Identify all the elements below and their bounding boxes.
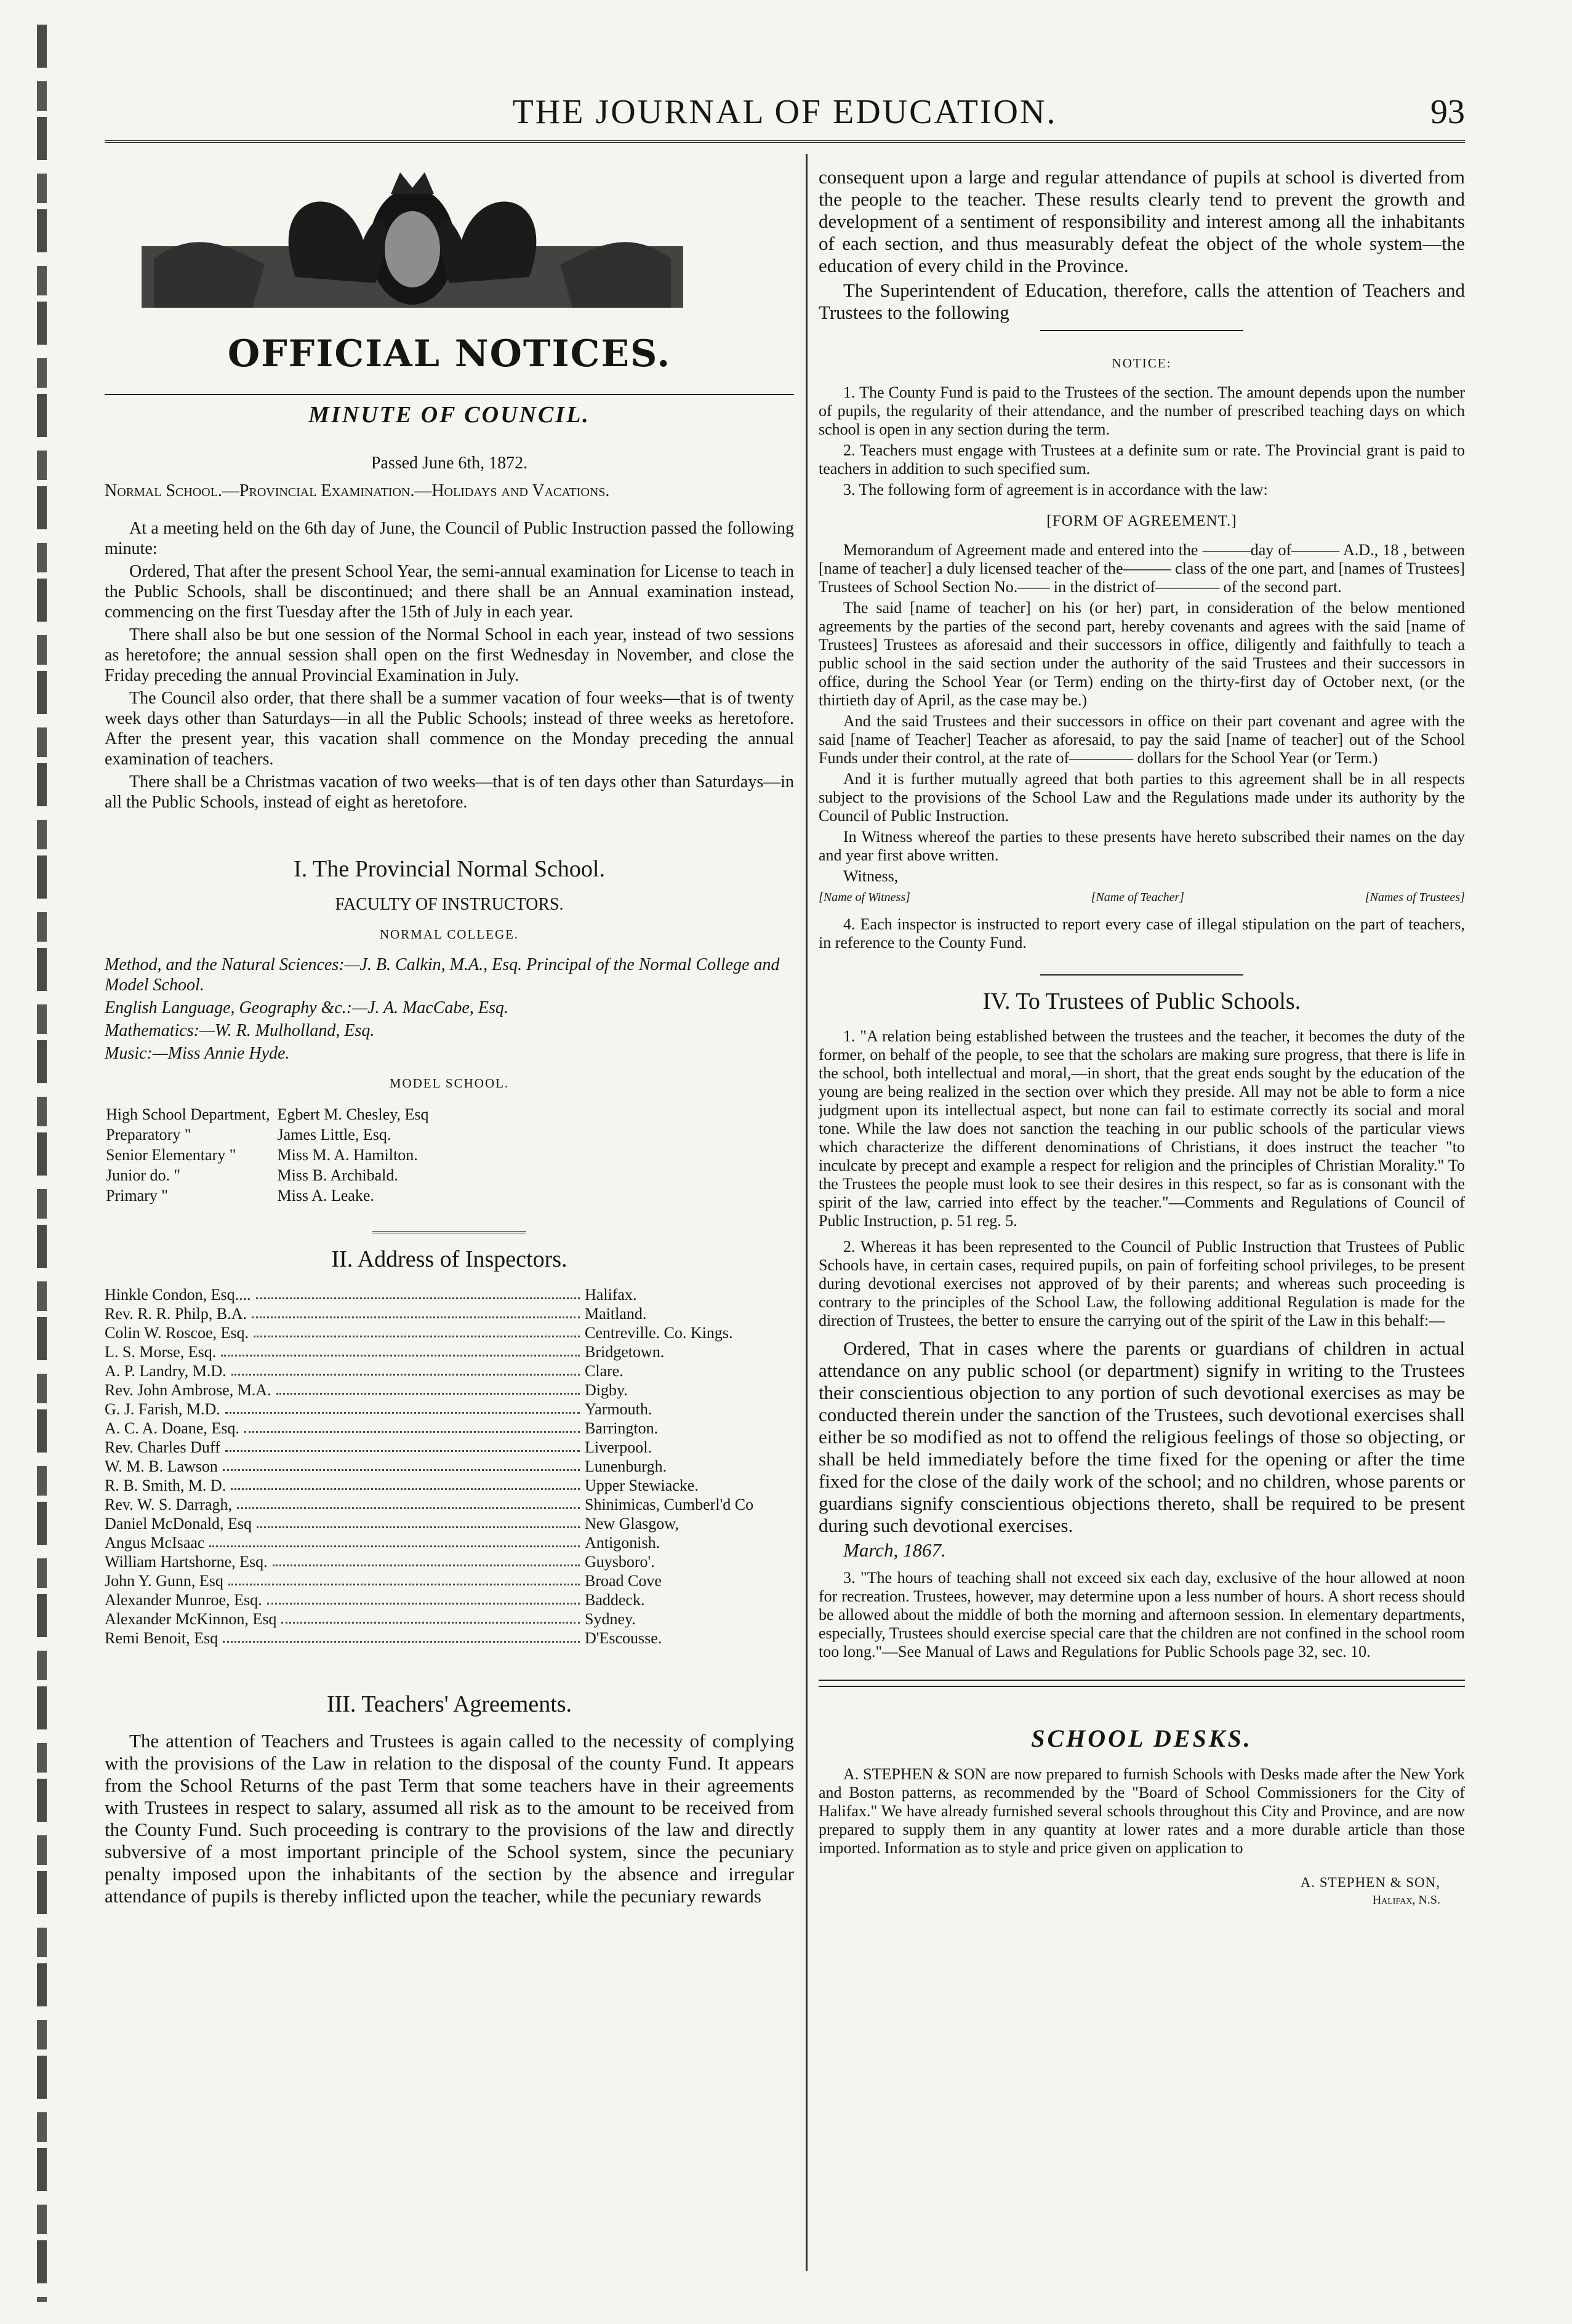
minute-paragraph: The Council also order, that there shall be a summer vacation of four weeks—that is of twenty week days other than Saturdays—in all the Public Schools; instead of three weeks as heretofore. After the present year, this vacation shall commence on the Monday preceding the annual examination of teachers.: [105, 689, 794, 769]
form-paragraph: Memorandum of Agreement made and entered into the ———day of——— A.D., 18 , between [name of teacher] a duly licensed teacher of the——— class of the one part, and [names of Trustees] Trustees of School Section No.—— in the district of———— of the second part.: [819, 541, 1465, 596]
inspector-place: New Glasgow,: [585, 1515, 679, 1533]
inspector-row: [105, 1514, 794, 1533]
inspector-name: Alexander McKinnon, Esq: [105, 1610, 277, 1628]
regulation-date: March, 1867.: [843, 1539, 946, 1561]
staff-row: [106, 1105, 435, 1124]
inspector-name: L. S. Morse, Esq.: [105, 1343, 217, 1361]
minute-paragraph: There shall also be but one session of the Normal School in each year, instead of two sessions as heretofore; the annual session shall open on the first Wednesday in November, and close the Friday preceding the annual Provincial Examination in July.: [105, 625, 794, 685]
dot-leader: [231, 1361, 580, 1376]
ordered-paragraph: Ordered, That in cases where the parents or guardians of children in actual attendance on any public school (or department) signify in writing to the Trustees their conscientious objection to any portion of such devotional exercises as may be conducted therein under the sanction of the Trustees, such devotional exercises shall either be so modified as not to offend the religious feelings of those so objecting, or shall be held immediately before the time fixed for the opening or after the time fixed for the close of the daily work of the school; and no children, whose parents or guardians signify conscientious objections thereto, shall be required to be present during such devotional exercises.: [819, 1337, 1465, 1536]
teachers-agreement-text: [105, 1730, 794, 1907]
form-paragraph: And it is further mutually agreed that both parties to this agreement shall be in all respects subject to the provisions of the School Law and the Regulations made under its authority by the Council of Public Instruction.: [819, 770, 1465, 825]
inspector-row: [105, 1342, 794, 1361]
dot-leader: [237, 1495, 580, 1509]
header-rule: [105, 140, 1465, 143]
dot-leader: [221, 1342, 580, 1356]
inspector-row: [105, 1495, 794, 1514]
department: Preparatory ": [106, 1126, 191, 1144]
school-desks-advertisement: [819, 1765, 1465, 1857]
teacher-name: [Name of Teacher]: [1091, 891, 1185, 904]
official-notices-heading: OFFICIAL NOTICES.: [227, 332, 672, 375]
dot-leader: [231, 1476, 580, 1490]
column-divider: [806, 154, 808, 2271]
model-school-heading: MODEL SCHOOL.: [389, 1076, 510, 1091]
dot-leader: [267, 1590, 580, 1605]
department: High School Department,: [106, 1105, 270, 1123]
form-paragraph: The said [name of teacher] on his (or her) part, in consideration of the below mentioned agreements by the parties of the second part, hereby covenants and agrees with the said [name of Trustees] Trustees as aforesaid and their successors in office, diligently and faithfully to teach a public school in the said section under the authority of the said Trustees and their successors in office, during the School Year (or Term) ending on the thirty-first day of October next, (or the thirtieth day of April, as the case may be.): [819, 599, 1465, 709]
dot-leader: [256, 1285, 580, 1299]
staff-name: Egbert M. Chesley, Esq: [277, 1105, 429, 1123]
dot-leader: [276, 1380, 580, 1395]
inspector-name: William Hartshorne, Esq.: [105, 1553, 268, 1571]
minute-paragraph: Ordered, That after the present School Year, the semi-annual examination for License to teach in the Public Schools, shall be discontinued; and there shall be an Annual examination instead, commencing on the first Tuesday after the 15th of July in each year.: [105, 562, 794, 622]
dot-leader: [223, 1457, 580, 1471]
section-three-heading: III. Teachers' Agreements.: [326, 1691, 572, 1717]
agreement-continuation: [819, 166, 1465, 324]
inspector-place: Barrington.: [585, 1419, 659, 1437]
inspector-row: [105, 1361, 794, 1380]
department: Senior Elementary ": [106, 1146, 236, 1164]
inspector-row: [105, 1609, 794, 1629]
binding-marks: [37, 25, 47, 2302]
inspectors-list: [105, 1285, 794, 1648]
normal-college-heading: NORMAL COLLEGE.: [379, 927, 519, 942]
notice-item: 2. Teachers must engage with Trustees at a definite sum or rate. The Provincial grant is paid to teachers in addition to such specified sum.: [819, 441, 1465, 478]
staff-row: [106, 1145, 435, 1164]
superintendent-call: The Superintendent of Education, therefore, calls the attention of Teachers and Trustees to the following: [819, 279, 1465, 323]
inspector-name: G. J. Farish, M.D.: [105, 1400, 220, 1418]
staff-name: James Little, Esq.: [277, 1126, 391, 1144]
staff-name: Miss B. Archibald.: [277, 1166, 398, 1184]
advertisement-rule: [819, 1680, 1465, 1681]
witness-name: [Name of Witness]: [819, 891, 910, 904]
inspector-place: Shinimicas, Cumberl'd Co: [585, 1496, 754, 1513]
notice-rule: [105, 394, 794, 395]
inspector-name: Rev. W. S. Darragh,: [105, 1496, 233, 1513]
notice-item: 1. The County Fund is paid to the Trustees of the section. The amount depends upon the number of pupils, the regularity of their attendance, and the number of prescribed teaching days on which school is open in any section during the term.: [819, 383, 1465, 438]
inspector-row: [105, 1323, 794, 1342]
inspector-row: [105, 1380, 794, 1400]
staff-entry: Mathematics:—W. R. Mulholland, Esq.: [105, 1021, 375, 1040]
inspector-place: Upper Stewiacke.: [585, 1477, 699, 1494]
department: Junior do. ": [106, 1166, 181, 1184]
advertiser-signature: A. STEPHEN & SON,: [1300, 1875, 1440, 1890]
inspector-name: W. M. B. Lawson: [105, 1457, 218, 1475]
inspector-row: [105, 1629, 794, 1648]
dot-leader: [209, 1533, 580, 1547]
inspector-place: Guysboro'.: [585, 1553, 655, 1571]
inspector-row: [105, 1571, 794, 1590]
inspector-row: [105, 1419, 794, 1438]
inspector-place: Yarmouth.: [585, 1400, 652, 1418]
ordered-text: [819, 1337, 1465, 1561]
inspector-place: Baddeck.: [585, 1591, 645, 1609]
inspector-place: Broad Cove: [585, 1572, 662, 1590]
notice-rule: [1040, 330, 1243, 331]
inspector-name: John Y. Gunn, Esq: [105, 1572, 223, 1590]
inspector-place: Sydney.: [585, 1610, 636, 1628]
minute-paragraph: At a meeting held on the 6th day of June, the Council of Public Instruction passed the following minute:: [105, 519, 794, 558]
dot-leader: [252, 1304, 580, 1318]
advertisement-rule: [819, 1686, 1465, 1687]
dot-leader: [257, 1514, 580, 1528]
royal-crest-illustration: [142, 166, 683, 320]
dot-leader: [225, 1400, 580, 1414]
staff-entry: Method, and the Natural Sciences:—J. B. Calkin, M.A., Esq. Principal of the Normal College and Model School.: [105, 955, 780, 995]
inspector-row: [105, 1476, 794, 1495]
regulation-item: 3. "The hours of teaching shall not exceed six each day, exclusive of the hour allowed at noon for recreation. Trustees, however, may determine upon a less number of hours. A short recess should be allowed about the middle of both the morning and afternoon session. In elementary departments, especially, Trustees should exercise special care that the children are not confined in the school room too long."—See Manual of Laws and Regulations for Public Schools page 32, sec. 10.: [819, 1569, 1465, 1661]
inspector-place: Halifax.: [585, 1286, 637, 1304]
inspector-row: [105, 1285, 794, 1304]
inspector-row: [105, 1304, 794, 1323]
section-four-heading: IV. To Trustees of Public Schools.: [982, 988, 1301, 1014]
page-number: 93: [1430, 93, 1465, 131]
inspector-name: A. P. Landry, M.D.: [105, 1362, 227, 1380]
inspector-name: A. C. A. Doane, Esq.: [105, 1419, 239, 1437]
staff-row: [106, 1166, 435, 1185]
inspector-name: Remi Benoit, Esq: [105, 1629, 219, 1647]
dot-leader: [254, 1323, 580, 1337]
scanned-binding-edge: [0, 0, 74, 2324]
trustees-names: [Names of Trustees]: [1365, 891, 1465, 904]
inspector-name: Rev. John Ambrose, M.A.: [105, 1381, 271, 1399]
inspector-place: Liverpool.: [585, 1438, 652, 1456]
form-paragraph: In Witness whereof the parties to these presents have hereto subscribed their names on the day and year first above written.: [819, 828, 1465, 864]
staff-row: [106, 1125, 435, 1144]
section-rule: [1040, 974, 1243, 976]
notice-item: 4. Each inspector is instructed to report every case of illegal stipulation on the part of teachers, in reference to the County Fund.: [819, 915, 1465, 952]
right-column: [819, 166, 1465, 1907]
section-one-heading: I. The Provincial Normal School.: [294, 856, 605, 882]
minute-subject: Normal School.—Provincial Examination.—Holidays and Vacations.: [105, 481, 610, 500]
teaching-hours-regulation: [819, 1569, 1465, 1661]
staff-row: [106, 1186, 435, 1205]
trustees-regulations: [819, 1027, 1465, 1330]
notice-item: 3. The following form of agreement is in accordance with the law:: [843, 481, 1268, 499]
dot-leader: [228, 1571, 580, 1585]
minute-paragraph: There shall be a Christmas vacation of two weeks—that is of ten days other than Saturdays—in all the Public Schools, instead of eight as heretofore.: [105, 772, 794, 812]
continued-paragraph: consequent upon a large and regular attendance of pupils at school is diverted from the people to the teacher. These results clearly tend to prevent the growth and development of a sentiment of responsibility and interest among all the inhabitants of each section, and thus measurably defeat the object of the whole system—the education of every child in the Province.: [819, 166, 1465, 276]
staff-entry: Music:—Miss Annie Hyde.: [105, 1044, 290, 1063]
inspector-name: R. B. Smith, M. D.: [105, 1477, 227, 1494]
dot-leader: [225, 1438, 580, 1452]
regulation-item: 2. Whereas it has been represented to the Council of Public Instruction that Trustees of Public Schools have, in certain cases, required pupils, on pain of forfeiting school privileges, to be present during devotional exercises not approved of by their parents; and whereas such proceeding is contrary to the principles of the School Law, the following additional Regulation is made for the direction of Trustees, the better to ensure the carrying out of the spirit of the Law in this behalf:—: [819, 1238, 1465, 1329]
witness-label: Witness,: [843, 867, 899, 885]
inspector-place: Digby.: [585, 1381, 628, 1399]
advertisement-text: A. STEPHEN & SON are now prepared to furnish Schools with Desks made after the New York and Boston patterns, as recommended by the "Board of School Commissioners for the City of Halifax." We have already furnished several schools throughout this City and Province, and are now prepared to supply them in any quantity at lower rates and a more durable article than those imported. Information as to style and price given on application to: [819, 1765, 1465, 1857]
inspector-row: [105, 1457, 794, 1476]
college-staff-list: [105, 955, 794, 1064]
minute-of-council-title: MINUTE OF COUNCIL.: [308, 402, 590, 428]
inspector-name: Hinkle Condon, Esq....: [105, 1286, 251, 1304]
dot-leader: [244, 1419, 580, 1433]
inspector-name: Rev. Charles Duff: [105, 1438, 220, 1456]
signature-lines: [819, 888, 1465, 907]
agreement-paragraph: The attention of Teachers and Trustees is again called to the necessity of complying with the provisions of the Law in relation to the disposal of the county Fund. It appears from the School Returns of the past Term that some teachers have in their agreements with Trustees in respect to salary, assumed all risk as to the amount to be received from the County Fund. Such proceeding is contrary to the provisions of the law and directly subversive of a most important principle of the School system, since the pecuniary penalty imposed upon the inhabitants of the section by the absence and irregular attendance of pupils is thereby inflicted upon the teacher, while the pecuniary rewards: [105, 1730, 794, 1907]
inspector-row: [105, 1552, 794, 1571]
agreement-form: [819, 541, 1465, 952]
journal-title: THE JOURNAL OF EDUCATION.: [512, 93, 1057, 131]
dot-leader: [273, 1552, 580, 1566]
inspector-place: Clare.: [585, 1362, 624, 1380]
inspector-place: Bridgetown.: [585, 1343, 665, 1361]
inspector-name: Colin W. Roscoe, Esq.: [105, 1324, 249, 1342]
faculty-heading: FACULTY OF INSTRUCTORS.: [335, 895, 564, 914]
section-rule: [372, 1231, 526, 1233]
staff-name: Miss A. Leake.: [277, 1187, 374, 1204]
dot-leader: [223, 1629, 580, 1643]
dot-leader: [281, 1609, 580, 1624]
minute-date: Passed June 6th, 1872.: [371, 454, 528, 473]
minute-text: [105, 518, 794, 812]
inspector-name: Alexander Munroe, Esq.: [105, 1591, 262, 1609]
inspector-row: [105, 1400, 794, 1419]
inspector-place: Antigonish.: [585, 1534, 660, 1552]
inspector-place: Lunenburgh.: [585, 1457, 667, 1475]
department: Primary ": [106, 1187, 168, 1204]
form-agreement-heading: [FORM OF AGREEMENT.]: [1046, 513, 1237, 529]
regulation-item: 1. "A relation being established between the trustees and the teacher, it becomes the duty of the former, on behalf of the people, to see that the scholars are making sure progress, that there is life in the school, both intellectual and moral,—in short, that the great ends sought by the education of the young are being realized in the section over which they preside. All may not be able to form a nice judgment upon its intellectual aspect, but none can fail to estimate correctly its social and moral tone. While the law does not sanction the teaching in our public schools of the particular views which characterize the different denominations of Christians, it does instruct the teacher "to inculcate by precept and example a respect for religion and the principles of Christian Morality." To the Trustees the people must look to see their desires in this respect, so far as is consonant with the spirit of the law, carried into effect by the teacher."—Comments and Regulations of Council of Public Instruction, p. 51 reg. 5.: [819, 1027, 1465, 1230]
inspector-name: Rev. R. R. Philp, B.A.: [105, 1305, 247, 1323]
left-column: [105, 166, 794, 1910]
staff-name: Miss M. A. Hamilton.: [277, 1146, 418, 1164]
model-school-staff: [105, 1104, 436, 1206]
school-desks-heading: SCHOOL DESKS.: [1031, 1725, 1253, 1752]
notice-heading: NOTICE:: [1112, 356, 1172, 371]
staff-entry: English Language, Geography &c.:—J. A. MacCabe, Esq.: [105, 998, 508, 1017]
notice-items: [819, 383, 1465, 499]
inspector-name: Angus McIsaac: [105, 1534, 205, 1552]
inspector-place: D'Escousse.: [585, 1629, 662, 1647]
inspector-place: Centreville. Co. Kings.: [585, 1324, 733, 1342]
section-two-heading: II. Address of Inspectors.: [331, 1246, 567, 1272]
inspector-place: Maitland.: [585, 1305, 647, 1323]
inspector-row: [105, 1590, 794, 1609]
page-header: [105, 92, 1465, 142]
advertiser-location: Halifax, N.S.: [1372, 1893, 1440, 1907]
inspector-row: [105, 1533, 794, 1552]
inspector-name: Daniel McDonald, Esq: [105, 1515, 252, 1533]
form-paragraph: And the said Trustees and their successors in office on their part covenant and agree with the said [name of Teacher] Teacher as aforesaid, to pay the said [name of teacher] out of the School Funds under their control, at the rate of———— dollars for the School Year (or Term.): [819, 712, 1465, 767]
inspector-row: [105, 1438, 794, 1457]
